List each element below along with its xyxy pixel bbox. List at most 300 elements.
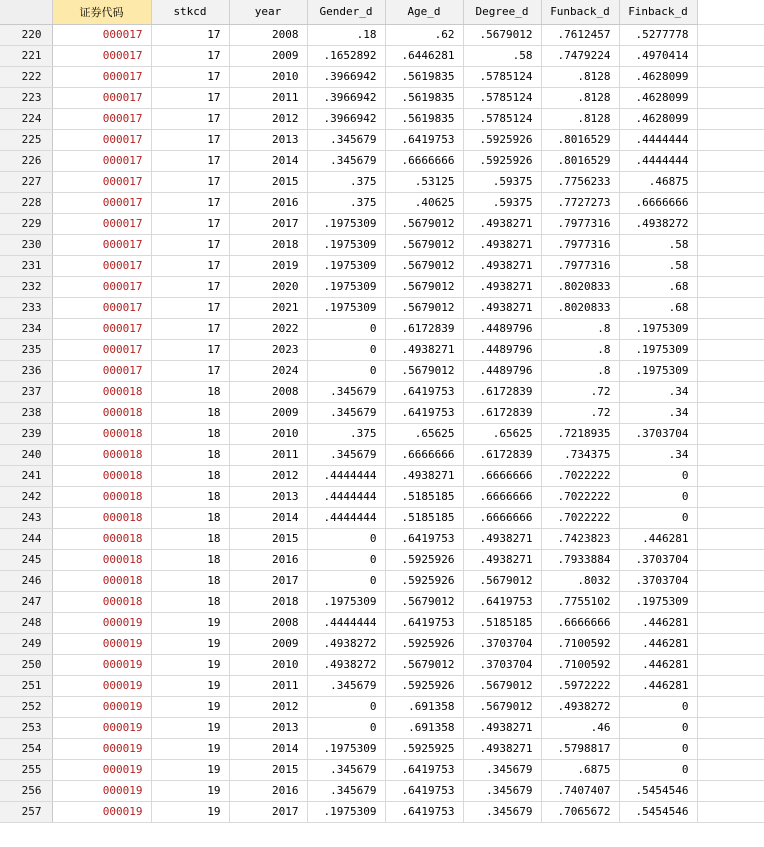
gender-d-cell[interactable]: .1975309 — [307, 234, 385, 255]
zqdm-cell[interactable]: 000017 — [52, 150, 151, 171]
column-header-year[interactable]: year — [229, 0, 307, 24]
degree-d-cell[interactable]: .59375 — [463, 171, 541, 192]
gender-d-cell[interactable]: .345679 — [307, 150, 385, 171]
gender-d-cell[interactable]: .375 — [307, 423, 385, 444]
row-number[interactable]: 222 — [0, 66, 52, 87]
gender-d-cell[interactable]: .3966942 — [307, 87, 385, 108]
degree-d-cell[interactable]: .6172839 — [463, 402, 541, 423]
row-number[interactable]: 238 — [0, 402, 52, 423]
year-cell[interactable]: 2010 — [229, 423, 307, 444]
finback-d-cell[interactable]: .34 — [619, 444, 697, 465]
table-row[interactable] — [0, 360, 764, 381]
gender-d-cell[interactable]: .1975309 — [307, 213, 385, 234]
zqdm-cell[interactable]: 000017 — [52, 129, 151, 150]
funback-d-cell[interactable]: .8016529 — [541, 150, 619, 171]
degree-d-cell[interactable]: .4938271 — [463, 234, 541, 255]
stkcd-cell[interactable]: 18 — [151, 486, 229, 507]
degree-d-cell[interactable]: .4489796 — [463, 339, 541, 360]
gender-d-cell[interactable]: .1975309 — [307, 297, 385, 318]
finback-d-cell[interactable]: 0 — [619, 759, 697, 780]
degree-d-cell[interactable]: .5785124 — [463, 87, 541, 108]
zqdm-cell[interactable]: 000017 — [52, 234, 151, 255]
year-cell[interactable]: 2011 — [229, 444, 307, 465]
year-cell[interactable]: 2009 — [229, 45, 307, 66]
gender-d-cell[interactable]: 0 — [307, 528, 385, 549]
funback-d-cell[interactable]: .8020833 — [541, 276, 619, 297]
funback-d-cell[interactable]: .7933884 — [541, 549, 619, 570]
table-row[interactable] — [0, 507, 764, 528]
finback-d-cell[interactable]: .4444444 — [619, 150, 697, 171]
gender-d-cell[interactable]: .345679 — [307, 402, 385, 423]
degree-d-cell[interactable]: .345679 — [463, 780, 541, 801]
degree-d-cell[interactable]: .6666666 — [463, 507, 541, 528]
stkcd-cell[interactable]: 19 — [151, 801, 229, 822]
finback-d-cell[interactable]: .3703704 — [619, 549, 697, 570]
row-number[interactable]: 247 — [0, 591, 52, 612]
table-row[interactable] — [0, 234, 764, 255]
degree-d-cell[interactable]: .6666666 — [463, 465, 541, 486]
age-d-cell[interactable]: .62 — [385, 24, 463, 45]
table-row[interactable] — [0, 486, 764, 507]
stkcd-cell[interactable]: 17 — [151, 339, 229, 360]
stkcd-cell[interactable]: 18 — [151, 570, 229, 591]
degree-d-cell[interactable]: .6172839 — [463, 381, 541, 402]
zqdm-cell[interactable]: 000018 — [52, 381, 151, 402]
finback-d-cell[interactable]: .5277778 — [619, 24, 697, 45]
degree-d-cell[interactable]: .3703704 — [463, 633, 541, 654]
row-number[interactable]: 226 — [0, 150, 52, 171]
gender-d-cell[interactable]: 0 — [307, 696, 385, 717]
stkcd-cell[interactable]: 17 — [151, 318, 229, 339]
finback-d-cell[interactable]: 0 — [619, 507, 697, 528]
stkcd-cell[interactable]: 19 — [151, 612, 229, 633]
zqdm-cell[interactable]: 000017 — [52, 276, 151, 297]
finback-d-cell[interactable]: .4938272 — [619, 213, 697, 234]
gender-d-cell[interactable]: .345679 — [307, 780, 385, 801]
table-row[interactable] — [0, 45, 764, 66]
age-d-cell[interactable]: .6419753 — [385, 780, 463, 801]
row-number[interactable]: 244 — [0, 528, 52, 549]
gender-d-cell[interactable]: .345679 — [307, 675, 385, 696]
year-cell[interactable]: 2019 — [229, 255, 307, 276]
zqdm-cell[interactable]: 000017 — [52, 192, 151, 213]
row-number[interactable]: 242 — [0, 486, 52, 507]
gender-d-cell[interactable]: 0 — [307, 549, 385, 570]
row-number[interactable]: 234 — [0, 318, 52, 339]
finback-d-cell[interactable]: .446281 — [619, 675, 697, 696]
year-cell[interactable]: 2014 — [229, 150, 307, 171]
table-row[interactable] — [0, 759, 764, 780]
zqdm-cell[interactable]: 000019 — [52, 801, 151, 822]
stkcd-cell[interactable]: 18 — [151, 591, 229, 612]
year-cell[interactable]: 2014 — [229, 507, 307, 528]
degree-d-cell[interactable]: .4938271 — [463, 528, 541, 549]
age-d-cell[interactable]: .691358 — [385, 717, 463, 738]
row-number[interactable]: 232 — [0, 276, 52, 297]
column-header-stkcd[interactable]: stkcd — [151, 0, 229, 24]
funback-d-cell[interactable]: .7022222 — [541, 465, 619, 486]
age-d-cell[interactable]: .5679012 — [385, 255, 463, 276]
table-row[interactable] — [0, 801, 764, 822]
column-header-zqdm[interactable]: 证券代码 — [52, 0, 151, 24]
gender-d-cell[interactable]: .4444444 — [307, 486, 385, 507]
row-number[interactable]: 249 — [0, 633, 52, 654]
stkcd-cell[interactable]: 17 — [151, 45, 229, 66]
year-cell[interactable]: 2012 — [229, 696, 307, 717]
age-d-cell[interactable]: .5619835 — [385, 66, 463, 87]
year-cell[interactable]: 2014 — [229, 738, 307, 759]
stkcd-cell[interactable]: 19 — [151, 759, 229, 780]
gender-d-cell[interactable]: .375 — [307, 171, 385, 192]
finback-d-cell[interactable]: .3703704 — [619, 423, 697, 444]
zqdm-cell[interactable]: 000017 — [52, 318, 151, 339]
zqdm-cell[interactable]: 000018 — [52, 591, 151, 612]
table-row[interactable] — [0, 171, 764, 192]
funback-d-cell[interactable]: .72 — [541, 402, 619, 423]
year-cell[interactable]: 2013 — [229, 717, 307, 738]
row-number[interactable]: 252 — [0, 696, 52, 717]
stkcd-cell[interactable]: 18 — [151, 528, 229, 549]
gender-d-cell[interactable]: 0 — [307, 570, 385, 591]
year-cell[interactable]: 2017 — [229, 213, 307, 234]
finback-d-cell[interactable]: .4628099 — [619, 66, 697, 87]
year-cell[interactable]: 2015 — [229, 759, 307, 780]
stkcd-cell[interactable]: 19 — [151, 696, 229, 717]
table-row[interactable] — [0, 738, 764, 759]
year-cell[interactable]: 2012 — [229, 108, 307, 129]
gender-d-cell[interactable]: .1975309 — [307, 591, 385, 612]
table-row[interactable] — [0, 192, 764, 213]
year-cell[interactable]: 2011 — [229, 675, 307, 696]
table-row[interactable] — [0, 402, 764, 423]
degree-d-cell[interactable]: .4938271 — [463, 213, 541, 234]
row-number[interactable]: 224 — [0, 108, 52, 129]
row-number[interactable]: 237 — [0, 381, 52, 402]
row-number[interactable]: 257 — [0, 801, 52, 822]
finback-d-cell[interactable]: .34 — [619, 402, 697, 423]
gender-d-cell[interactable]: .345679 — [307, 444, 385, 465]
degree-d-cell[interactable]: .6419753 — [463, 591, 541, 612]
finback-d-cell[interactable]: 0 — [619, 486, 697, 507]
zqdm-cell[interactable]: 000017 — [52, 24, 151, 45]
table-row[interactable] — [0, 381, 764, 402]
zqdm-cell[interactable]: 000017 — [52, 213, 151, 234]
stkcd-cell[interactable]: 17 — [151, 192, 229, 213]
age-d-cell[interactable]: .5679012 — [385, 234, 463, 255]
finback-d-cell[interactable]: 0 — [619, 465, 697, 486]
stkcd-cell[interactable]: 17 — [151, 24, 229, 45]
table-row[interactable] — [0, 528, 764, 549]
zqdm-cell[interactable]: 000017 — [52, 171, 151, 192]
row-number[interactable]: 251 — [0, 675, 52, 696]
column-header-age-d[interactable]: Age_d — [385, 0, 463, 24]
gender-d-cell[interactable]: .345679 — [307, 129, 385, 150]
degree-d-cell[interactable]: .4938271 — [463, 738, 541, 759]
age-d-cell[interactable]: .4938271 — [385, 465, 463, 486]
finback-d-cell[interactable]: .1975309 — [619, 360, 697, 381]
funback-d-cell[interactable]: .8128 — [541, 108, 619, 129]
row-number[interactable]: 248 — [0, 612, 52, 633]
degree-d-cell[interactable]: .5785124 — [463, 108, 541, 129]
finback-d-cell[interactable]: .68 — [619, 297, 697, 318]
age-d-cell[interactable]: .691358 — [385, 696, 463, 717]
funback-d-cell[interactable]: .8 — [541, 318, 619, 339]
finback-d-cell[interactable]: .3703704 — [619, 570, 697, 591]
year-cell[interactable]: 2016 — [229, 549, 307, 570]
gender-d-cell[interactable]: .1652892 — [307, 45, 385, 66]
funback-d-cell[interactable]: .46 — [541, 717, 619, 738]
stkcd-cell[interactable]: 18 — [151, 402, 229, 423]
table-row[interactable] — [0, 276, 764, 297]
funback-d-cell[interactable]: .8032 — [541, 570, 619, 591]
funback-d-cell[interactable]: .6666666 — [541, 612, 619, 633]
stkcd-cell[interactable]: 18 — [151, 465, 229, 486]
age-d-cell[interactable]: .5925926 — [385, 675, 463, 696]
stkcd-cell[interactable]: 17 — [151, 213, 229, 234]
year-cell[interactable]: 2009 — [229, 402, 307, 423]
gender-d-cell[interactable]: .1975309 — [307, 255, 385, 276]
stkcd-cell[interactable]: 17 — [151, 150, 229, 171]
table-row[interactable] — [0, 696, 764, 717]
age-d-cell[interactable]: .6666666 — [385, 150, 463, 171]
stkcd-cell[interactable]: 17 — [151, 234, 229, 255]
degree-d-cell[interactable]: .4938271 — [463, 276, 541, 297]
table-row[interactable] — [0, 66, 764, 87]
degree-d-cell[interactable]: .5785124 — [463, 66, 541, 87]
funback-d-cell[interactable]: .7977316 — [541, 255, 619, 276]
table-row[interactable] — [0, 717, 764, 738]
zqdm-cell[interactable]: 000017 — [52, 87, 151, 108]
zqdm-cell[interactable]: 000019 — [52, 738, 151, 759]
row-number[interactable]: 228 — [0, 192, 52, 213]
finback-d-cell[interactable]: .5454546 — [619, 780, 697, 801]
age-d-cell[interactable]: .5679012 — [385, 591, 463, 612]
funback-d-cell[interactable]: .8 — [541, 339, 619, 360]
finback-d-cell[interactable]: .46875 — [619, 171, 697, 192]
age-d-cell[interactable]: .6172839 — [385, 318, 463, 339]
degree-d-cell[interactable]: .3703704 — [463, 654, 541, 675]
funback-d-cell[interactable]: .6875 — [541, 759, 619, 780]
age-d-cell[interactable]: .5679012 — [385, 297, 463, 318]
table-row[interactable] — [0, 591, 764, 612]
zqdm-cell[interactable]: 000019 — [52, 612, 151, 633]
zqdm-cell[interactable]: 000018 — [52, 486, 151, 507]
zqdm-cell[interactable]: 000018 — [52, 444, 151, 465]
zqdm-cell[interactable]: 000018 — [52, 465, 151, 486]
funback-d-cell[interactable]: .7022222 — [541, 507, 619, 528]
column-header-funback-d[interactable]: Funback_d — [541, 0, 619, 24]
gender-d-cell[interactable]: .4444444 — [307, 612, 385, 633]
row-number[interactable]: 231 — [0, 255, 52, 276]
year-cell[interactable]: 2016 — [229, 780, 307, 801]
finback-d-cell[interactable]: .1975309 — [619, 339, 697, 360]
stkcd-cell[interactable]: 18 — [151, 381, 229, 402]
row-number[interactable]: 223 — [0, 87, 52, 108]
age-d-cell[interactable]: .6419753 — [385, 528, 463, 549]
funback-d-cell[interactable]: .7407407 — [541, 780, 619, 801]
stkcd-cell[interactable]: 19 — [151, 717, 229, 738]
finback-d-cell[interactable]: .446281 — [619, 528, 697, 549]
gender-d-cell[interactable]: .345679 — [307, 381, 385, 402]
degree-d-cell[interactable]: .4938271 — [463, 255, 541, 276]
stkcd-cell[interactable]: 18 — [151, 549, 229, 570]
table-row[interactable] — [0, 465, 764, 486]
degree-d-cell[interactable]: .4489796 — [463, 360, 541, 381]
age-d-cell[interactable]: .6419753 — [385, 129, 463, 150]
degree-d-cell[interactable]: .65625 — [463, 423, 541, 444]
row-number[interactable]: 241 — [0, 465, 52, 486]
year-cell[interactable]: 2016 — [229, 192, 307, 213]
year-cell[interactable]: 2020 — [229, 276, 307, 297]
row-number[interactable]: 227 — [0, 171, 52, 192]
finback-d-cell[interactable]: 0 — [619, 717, 697, 738]
stkcd-cell[interactable]: 18 — [151, 507, 229, 528]
zqdm-cell[interactable]: 000019 — [52, 780, 151, 801]
year-cell[interactable]: 2010 — [229, 654, 307, 675]
row-number[interactable]: 236 — [0, 360, 52, 381]
degree-d-cell[interactable]: .345679 — [463, 801, 541, 822]
funback-d-cell[interactable]: .7423823 — [541, 528, 619, 549]
zqdm-cell[interactable]: 000019 — [52, 675, 151, 696]
funback-d-cell[interactable]: .7612457 — [541, 24, 619, 45]
row-number[interactable]: 233 — [0, 297, 52, 318]
age-d-cell[interactable]: .5185185 — [385, 486, 463, 507]
funback-d-cell[interactable]: .8128 — [541, 66, 619, 87]
stkcd-cell[interactable]: 19 — [151, 675, 229, 696]
year-cell[interactable]: 2008 — [229, 24, 307, 45]
table-row[interactable] — [0, 444, 764, 465]
finback-d-cell[interactable]: .6666666 — [619, 192, 697, 213]
year-cell[interactable]: 2008 — [229, 381, 307, 402]
degree-d-cell[interactable]: .4938271 — [463, 717, 541, 738]
stkcd-cell[interactable]: 17 — [151, 108, 229, 129]
age-d-cell[interactable]: .5925926 — [385, 549, 463, 570]
funback-d-cell[interactable]: .7022222 — [541, 486, 619, 507]
funback-d-cell[interactable]: .7977316 — [541, 213, 619, 234]
finback-d-cell[interactable]: .34 — [619, 381, 697, 402]
table-row[interactable] — [0, 423, 764, 444]
finback-d-cell[interactable]: .1975309 — [619, 591, 697, 612]
row-number[interactable]: 253 — [0, 717, 52, 738]
stkcd-cell[interactable]: 18 — [151, 444, 229, 465]
stkcd-cell[interactable]: 17 — [151, 129, 229, 150]
column-header-finback-d[interactable]: Finback_d — [619, 0, 697, 24]
funback-d-cell[interactable]: .7977316 — [541, 234, 619, 255]
age-d-cell[interactable]: .6419753 — [385, 402, 463, 423]
table-row[interactable] — [0, 633, 764, 654]
stkcd-cell[interactable]: 17 — [151, 66, 229, 87]
table-row[interactable] — [0, 150, 764, 171]
age-d-cell[interactable]: .6666666 — [385, 444, 463, 465]
finback-d-cell[interactable]: .58 — [619, 255, 697, 276]
stkcd-cell[interactable]: 17 — [151, 255, 229, 276]
degree-d-cell[interactable]: .5679012 — [463, 696, 541, 717]
table-row[interactable] — [0, 129, 764, 150]
table-row[interactable] — [0, 318, 764, 339]
funback-d-cell[interactable]: .7479224 — [541, 45, 619, 66]
table-row[interactable] — [0, 675, 764, 696]
year-cell[interactable]: 2024 — [229, 360, 307, 381]
funback-d-cell[interactable]: .7218935 — [541, 423, 619, 444]
funback-d-cell[interactable]: .8020833 — [541, 297, 619, 318]
finback-d-cell[interactable]: .4628099 — [619, 87, 697, 108]
row-number[interactable]: 239 — [0, 423, 52, 444]
gender-d-cell[interactable]: .1975309 — [307, 801, 385, 822]
degree-d-cell[interactable]: .5679012 — [463, 675, 541, 696]
funback-d-cell[interactable]: .7727273 — [541, 192, 619, 213]
row-number[interactable]: 225 — [0, 129, 52, 150]
zqdm-cell[interactable]: 000017 — [52, 255, 151, 276]
zqdm-cell[interactable]: 000017 — [52, 108, 151, 129]
gender-d-cell[interactable]: 0 — [307, 360, 385, 381]
table-row[interactable] — [0, 24, 764, 45]
funback-d-cell[interactable]: .4938272 — [541, 696, 619, 717]
degree-d-cell[interactable]: .5185185 — [463, 612, 541, 633]
stkcd-cell[interactable]: 19 — [151, 738, 229, 759]
year-cell[interactable]: 2017 — [229, 801, 307, 822]
zqdm-cell[interactable]: 000019 — [52, 696, 151, 717]
age-d-cell[interactable]: .6419753 — [385, 801, 463, 822]
column-header-gender-d[interactable]: Gender_d — [307, 0, 385, 24]
funback-d-cell[interactable]: .7755102 — [541, 591, 619, 612]
zqdm-cell[interactable]: 000017 — [52, 45, 151, 66]
funback-d-cell[interactable]: .8128 — [541, 87, 619, 108]
gender-d-cell[interactable]: .3966942 — [307, 108, 385, 129]
table-row[interactable] — [0, 108, 764, 129]
gender-d-cell[interactable]: .18 — [307, 24, 385, 45]
finback-d-cell[interactable]: .446281 — [619, 633, 697, 654]
table-row[interactable] — [0, 87, 764, 108]
year-cell[interactable]: 2012 — [229, 465, 307, 486]
stkcd-cell[interactable]: 19 — [151, 780, 229, 801]
row-number[interactable]: 254 — [0, 738, 52, 759]
zqdm-cell[interactable]: 000017 — [52, 66, 151, 87]
table-row[interactable] — [0, 780, 764, 801]
stkcd-cell[interactable]: 17 — [151, 171, 229, 192]
age-d-cell[interactable]: .5679012 — [385, 654, 463, 675]
gender-d-cell[interactable]: 0 — [307, 339, 385, 360]
degree-d-cell[interactable]: .59375 — [463, 192, 541, 213]
row-number[interactable]: 221 — [0, 45, 52, 66]
finback-d-cell[interactable]: .68 — [619, 276, 697, 297]
degree-d-cell[interactable]: .4489796 — [463, 318, 541, 339]
finback-d-cell[interactable]: .5454546 — [619, 801, 697, 822]
row-number[interactable]: 220 — [0, 24, 52, 45]
zqdm-cell[interactable]: 000019 — [52, 717, 151, 738]
funback-d-cell[interactable]: .7756233 — [541, 171, 619, 192]
age-d-cell[interactable]: .6419753 — [385, 381, 463, 402]
stkcd-cell[interactable]: 17 — [151, 360, 229, 381]
year-cell[interactable]: 2017 — [229, 570, 307, 591]
stkcd-cell[interactable]: 17 — [151, 87, 229, 108]
age-d-cell[interactable]: .40625 — [385, 192, 463, 213]
year-cell[interactable]: 2022 — [229, 318, 307, 339]
year-cell[interactable]: 2011 — [229, 87, 307, 108]
degree-d-cell[interactable]: .5679012 — [463, 24, 541, 45]
gender-d-cell[interactable]: 0 — [307, 717, 385, 738]
finback-d-cell[interactable]: .4628099 — [619, 108, 697, 129]
table-row[interactable] — [0, 339, 764, 360]
funback-d-cell[interactable]: .5972222 — [541, 675, 619, 696]
degree-d-cell[interactable]: .5925926 — [463, 129, 541, 150]
age-d-cell[interactable]: .6419753 — [385, 612, 463, 633]
table-row[interactable] — [0, 297, 764, 318]
age-d-cell[interactable]: .5925925 — [385, 738, 463, 759]
year-cell[interactable]: 2010 — [229, 66, 307, 87]
zqdm-cell[interactable]: 000018 — [52, 402, 151, 423]
funback-d-cell[interactable]: .734375 — [541, 444, 619, 465]
degree-d-cell[interactable]: .5925926 — [463, 150, 541, 171]
